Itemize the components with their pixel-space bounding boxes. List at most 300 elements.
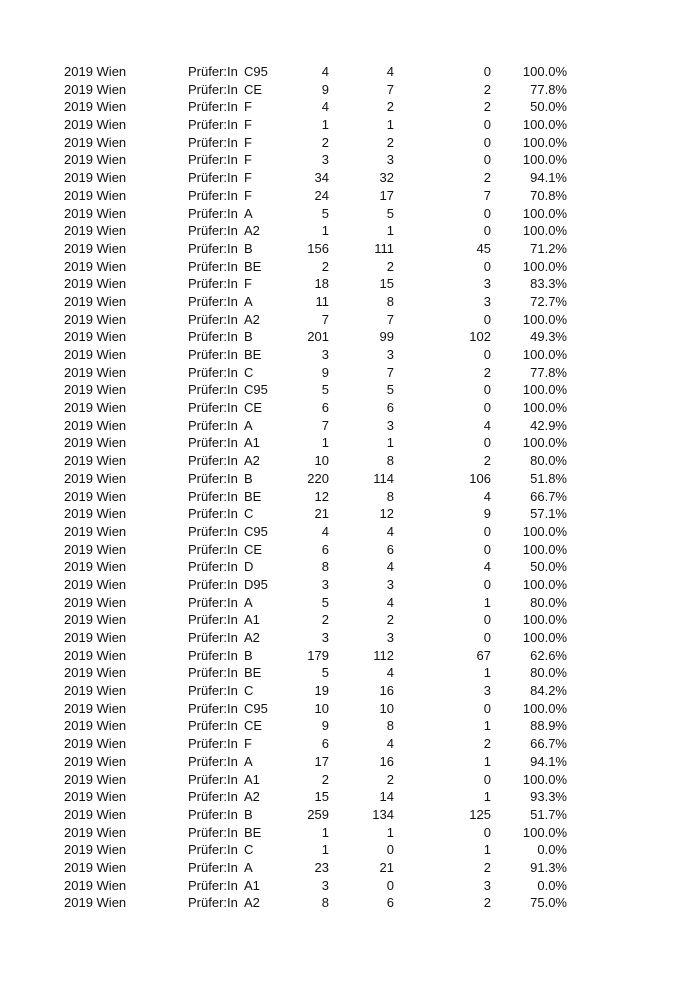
table-row xyxy=(0,151,700,169)
cell-failed: 0 xyxy=(483,117,491,133)
table-row xyxy=(0,134,700,152)
cell-license-class: B xyxy=(244,329,253,345)
cell-passed: 4 xyxy=(386,594,394,610)
cell-year-location: 2019 Wien xyxy=(64,382,127,398)
cell-license-class: A xyxy=(244,417,253,433)
cell-total: 6 xyxy=(321,541,329,557)
cell-failed: 102 xyxy=(469,329,491,345)
cell-passed: 0 xyxy=(386,877,394,893)
cell-year-location: 2019 Wien xyxy=(64,81,127,97)
cell-total: 4 xyxy=(321,523,329,539)
cell-year-location: 2019 Wien xyxy=(64,187,127,203)
table-row xyxy=(0,63,700,81)
table-row xyxy=(0,647,700,665)
table-row xyxy=(0,505,700,523)
cell-passed: 3 xyxy=(386,630,394,645)
table-row xyxy=(0,735,700,753)
cell-license-class: CE xyxy=(244,400,263,416)
cell-passed: 6 xyxy=(386,895,394,911)
table-row xyxy=(0,594,700,612)
cell-passed: 3 xyxy=(386,417,394,433)
cell-passed: 1 xyxy=(386,223,394,239)
cell-total: 9 xyxy=(321,81,329,97)
cell-passed: 1 xyxy=(386,824,394,840)
cell-license-class: B xyxy=(244,240,253,256)
cell-failed: 4 xyxy=(483,417,491,433)
cell-year-location: 2019 Wien xyxy=(64,453,127,469)
cell-failed: 4 xyxy=(483,559,491,575)
cell-year-location: 2019 Wien xyxy=(64,824,127,840)
cell-license-class: BE xyxy=(244,347,262,362)
cell-total: 8 xyxy=(321,895,329,911)
cell-failed: 0 xyxy=(483,152,491,168)
cell-pass-rate: 75.0% xyxy=(530,895,567,911)
table-row xyxy=(0,311,700,329)
cell-license-class: F xyxy=(244,736,252,752)
cell-license-class: D95 xyxy=(244,576,268,592)
cell-role: Prüfer:In xyxy=(188,789,238,805)
cell-role: Prüfer:In xyxy=(188,81,238,97)
table-row xyxy=(0,629,700,647)
cell-passed: 99 xyxy=(379,329,394,345)
cell-passed: 12 xyxy=(379,506,394,522)
cell-role: Prüfer:In xyxy=(188,559,238,575)
cell-year-location: 2019 Wien xyxy=(64,205,127,221)
table-row xyxy=(0,240,700,258)
cell-pass-rate: 80.0% xyxy=(530,453,567,469)
cell-pass-rate: 0.0% xyxy=(537,877,567,893)
cell-passed: 10 xyxy=(379,700,394,716)
cell-year-location: 2019 Wien xyxy=(64,683,127,699)
cell-year-location: 2019 Wien xyxy=(64,630,127,645)
table-row xyxy=(0,399,700,417)
cell-license-class: C xyxy=(244,683,254,699)
cell-failed: 0 xyxy=(483,258,491,274)
cell-role: Prüfer:In xyxy=(188,488,238,504)
table-row xyxy=(0,328,700,346)
cell-passed: 6 xyxy=(386,400,394,416)
cell-total: 19 xyxy=(314,683,329,699)
cell-role: Prüfer:In xyxy=(188,470,238,486)
cell-license-class: BE xyxy=(244,258,262,274)
cell-pass-rate: 50.0% xyxy=(530,559,567,575)
cell-passed: 1 xyxy=(386,435,394,451)
cell-failed: 67 xyxy=(476,647,491,663)
cell-year-location: 2019 Wien xyxy=(64,117,127,133)
table-row xyxy=(0,558,700,576)
cell-year-location: 2019 Wien xyxy=(64,541,127,557)
cell-passed: 5 xyxy=(386,205,394,221)
cell-total: 6 xyxy=(321,400,329,416)
cell-pass-rate: 70.8% xyxy=(530,187,567,203)
cell-failed: 2 xyxy=(483,364,491,380)
cell-role: Prüfer:In xyxy=(188,152,238,168)
cell-pass-rate: 66.7% xyxy=(530,488,567,504)
cell-failed: 0 xyxy=(483,311,491,327)
cell-total: 15 xyxy=(314,789,329,805)
cell-year-location: 2019 Wien xyxy=(64,771,127,787)
table-row xyxy=(0,293,700,311)
table-row xyxy=(0,434,700,452)
cell-pass-rate: 50.0% xyxy=(530,99,567,115)
cell-passed: 0 xyxy=(386,842,394,858)
cell-pass-rate: 100.0% xyxy=(522,134,567,150)
table-row xyxy=(0,258,700,276)
table-row xyxy=(0,381,700,399)
cell-passed: 8 xyxy=(386,453,394,469)
cell-role: Prüfer:In xyxy=(188,630,238,645)
cell-failed: 3 xyxy=(483,293,491,309)
cell-failed: 0 xyxy=(483,64,491,79)
cell-pass-rate: 100.0% xyxy=(522,523,567,539)
table-row xyxy=(0,98,700,116)
cell-license-class: F xyxy=(244,152,252,168)
cell-pass-rate: 100.0% xyxy=(522,630,567,645)
cell-year-location: 2019 Wien xyxy=(64,134,127,150)
cell-total: 10 xyxy=(314,700,329,716)
cell-pass-rate: 100.0% xyxy=(522,152,567,168)
cell-total: 12 xyxy=(314,488,329,504)
table-row xyxy=(0,717,700,735)
cell-failed: 1 xyxy=(483,665,491,681)
cell-passed: 4 xyxy=(386,64,394,79)
cell-passed: 6 xyxy=(386,541,394,557)
cell-total: 7 xyxy=(321,417,329,433)
cell-license-class: B xyxy=(244,647,253,663)
cell-failed: 0 xyxy=(483,382,491,398)
cell-license-class: F xyxy=(244,99,252,115)
cell-passed: 2 xyxy=(386,258,394,274)
cell-passed: 7 xyxy=(386,311,394,327)
cell-total: 1 xyxy=(321,435,329,451)
cell-passed: 7 xyxy=(386,364,394,380)
cell-pass-rate: 72.7% xyxy=(530,293,567,309)
cell-total: 34 xyxy=(314,170,329,186)
cell-passed: 21 xyxy=(379,859,394,875)
cell-passed: 114 xyxy=(373,470,394,486)
cell-pass-rate: 66.7% xyxy=(530,736,567,752)
cell-passed: 8 xyxy=(386,488,394,504)
cell-role: Prüfer:In xyxy=(188,417,238,433)
cell-pass-rate: 51.8% xyxy=(530,470,567,486)
table-row xyxy=(0,346,700,364)
cell-year-location: 2019 Wien xyxy=(64,859,127,875)
cell-role: Prüfer:In xyxy=(188,223,238,239)
cell-role: Prüfer:In xyxy=(188,647,238,663)
cell-license-class: CE xyxy=(244,81,263,97)
cell-pass-rate: 100.0% xyxy=(522,223,567,239)
cell-pass-rate: 94.1% xyxy=(530,753,567,769)
cell-pass-rate: 88.9% xyxy=(530,718,567,734)
cell-role: Prüfer:In xyxy=(188,99,238,115)
cell-year-location: 2019 Wien xyxy=(64,364,127,380)
cell-total: 24 xyxy=(314,187,329,203)
cell-license-class: A xyxy=(244,205,253,221)
cell-failed: 1 xyxy=(483,594,491,610)
cell-pass-rate: 0.0% xyxy=(537,842,567,858)
cell-year-location: 2019 Wien xyxy=(64,594,127,610)
cell-passed: 4 xyxy=(386,665,394,681)
cell-role: Prüfer:In xyxy=(188,612,238,628)
cell-pass-rate: 100.0% xyxy=(522,382,567,398)
cell-pass-rate: 91.3% xyxy=(530,859,567,875)
cell-passed: 2 xyxy=(386,771,394,787)
cell-failed: 0 xyxy=(483,612,491,628)
cell-total: 23 xyxy=(314,859,329,875)
cell-pass-rate: 100.0% xyxy=(522,347,567,362)
cell-passed: 112 xyxy=(373,647,394,663)
cell-license-class: A2 xyxy=(244,453,260,469)
cell-total: 17 xyxy=(314,753,329,769)
cell-failed: 0 xyxy=(483,576,491,592)
cell-total: 2 xyxy=(321,771,329,787)
table-row xyxy=(0,824,700,842)
table-row xyxy=(0,364,700,382)
cell-license-class: D xyxy=(244,559,254,575)
cell-role: Prüfer:In xyxy=(188,382,238,398)
table-row xyxy=(0,541,700,559)
cell-license-class: A2 xyxy=(244,895,260,911)
cell-pass-rate: 51.7% xyxy=(530,806,567,822)
cell-failed: 2 xyxy=(483,99,491,115)
cell-year-location: 2019 Wien xyxy=(64,523,127,539)
cell-passed: 2 xyxy=(386,134,394,150)
cell-role: Prüfer:In xyxy=(188,753,238,769)
cell-passed: 2 xyxy=(386,99,394,115)
cell-total: 3 xyxy=(321,347,329,362)
cell-role: Prüfer:In xyxy=(188,506,238,522)
table-row xyxy=(0,894,700,912)
cell-year-location: 2019 Wien xyxy=(64,665,127,681)
cell-failed: 2 xyxy=(483,859,491,875)
cell-role: Prüfer:In xyxy=(188,718,238,734)
cell-role: Prüfer:In xyxy=(188,276,238,292)
cell-pass-rate: 100.0% xyxy=(522,612,567,628)
cell-failed: 125 xyxy=(469,806,491,822)
cell-role: Prüfer:In xyxy=(188,576,238,592)
cell-pass-rate: 71.2% xyxy=(530,240,567,256)
cell-year-location: 2019 Wien xyxy=(64,64,127,79)
cell-total: 259 xyxy=(307,806,329,822)
cell-failed: 0 xyxy=(483,771,491,787)
cell-role: Prüfer:In xyxy=(188,683,238,699)
table-row xyxy=(0,417,700,435)
cell-total: 220 xyxy=(307,470,329,486)
cell-year-location: 2019 Wien xyxy=(64,470,127,486)
cell-passed: 4 xyxy=(386,523,394,539)
cell-year-location: 2019 Wien xyxy=(64,99,127,115)
cell-pass-rate: 49.3% xyxy=(530,329,567,345)
cell-license-class: BE xyxy=(244,665,262,681)
cell-license-class: C xyxy=(244,506,254,522)
cell-total: 5 xyxy=(321,382,329,398)
cell-year-location: 2019 Wien xyxy=(64,223,127,239)
cell-passed: 134 xyxy=(372,806,394,822)
cell-license-class: BE xyxy=(244,824,262,840)
cell-year-location: 2019 Wien xyxy=(64,417,127,433)
cell-failed: 0 xyxy=(483,134,491,150)
table-row xyxy=(0,576,700,594)
cell-failed: 106 xyxy=(469,470,491,486)
cell-pass-rate: 93.3% xyxy=(530,789,567,805)
table-row xyxy=(0,682,700,700)
cell-role: Prüfer:In xyxy=(188,806,238,822)
cell-year-location: 2019 Wien xyxy=(64,152,127,168)
cell-total: 5 xyxy=(321,205,329,221)
table-row xyxy=(0,116,700,134)
cell-total: 3 xyxy=(321,877,329,893)
cell-total: 3 xyxy=(321,152,329,168)
cell-license-class: A2 xyxy=(244,630,260,645)
cell-pass-rate: 57.1% xyxy=(530,506,567,522)
cell-role: Prüfer:In xyxy=(188,400,238,416)
cell-failed: 1 xyxy=(483,753,491,769)
cell-failed: 0 xyxy=(483,223,491,239)
cell-pass-rate: 94.1% xyxy=(530,170,567,186)
cell-year-location: 2019 Wien xyxy=(64,506,127,522)
cell-failed: 7 xyxy=(483,187,491,203)
cell-passed: 16 xyxy=(379,683,394,699)
cell-year-location: 2019 Wien xyxy=(64,789,127,805)
cell-total: 201 xyxy=(307,329,329,345)
cell-failed: 0 xyxy=(483,700,491,716)
cell-year-location: 2019 Wien xyxy=(64,240,127,256)
cell-failed: 0 xyxy=(483,630,491,645)
cell-year-location: 2019 Wien xyxy=(64,877,127,893)
cell-role: Prüfer:In xyxy=(188,170,238,186)
cell-total: 6 xyxy=(321,736,329,752)
cell-role: Prüfer:In xyxy=(188,453,238,469)
cell-role: Prüfer:In xyxy=(188,364,238,380)
cell-passed: 7 xyxy=(386,81,394,97)
cell-failed: 2 xyxy=(483,170,491,186)
cell-year-location: 2019 Wien xyxy=(64,612,127,628)
table-row xyxy=(0,488,700,506)
cell-pass-rate: 83.3% xyxy=(530,276,567,292)
cell-license-class: F xyxy=(244,170,252,186)
cell-total: 4 xyxy=(321,99,329,115)
cell-total: 8 xyxy=(321,559,329,575)
cell-license-class: C95 xyxy=(244,64,268,79)
cell-license-class: A xyxy=(244,293,253,309)
cell-total: 5 xyxy=(321,665,329,681)
table-row xyxy=(0,788,700,806)
cell-year-location: 2019 Wien xyxy=(64,736,127,752)
cell-total: 156 xyxy=(307,240,329,256)
cell-failed: 0 xyxy=(483,205,491,221)
cell-license-class: CE xyxy=(244,718,263,734)
cell-role: Prüfer:In xyxy=(188,347,238,362)
cell-role: Prüfer:In xyxy=(188,293,238,309)
table-row xyxy=(0,222,700,240)
cell-year-location: 2019 Wien xyxy=(64,400,127,416)
cell-passed: 2 xyxy=(386,612,394,628)
cell-total: 1 xyxy=(321,223,329,239)
cell-passed: 4 xyxy=(386,559,394,575)
cell-license-class: A1 xyxy=(244,435,260,451)
cell-role: Prüfer:In xyxy=(188,842,238,858)
cell-passed: 8 xyxy=(386,293,394,309)
data-sheet xyxy=(0,63,700,912)
cell-license-class: A2 xyxy=(244,223,260,239)
cell-license-class: A1 xyxy=(244,771,260,787)
cell-passed: 3 xyxy=(386,152,394,168)
cell-total: 21 xyxy=(314,506,329,522)
cell-year-location: 2019 Wien xyxy=(64,718,127,734)
cell-failed: 0 xyxy=(483,824,491,840)
cell-license-class: C95 xyxy=(244,523,268,539)
cell-failed: 0 xyxy=(483,347,491,362)
cell-role: Prüfer:In xyxy=(188,205,238,221)
cell-passed: 32 xyxy=(379,170,394,186)
cell-failed: 0 xyxy=(483,435,491,451)
table-row xyxy=(0,205,700,223)
cell-failed: 0 xyxy=(483,541,491,557)
cell-pass-rate: 42.9% xyxy=(530,417,567,433)
cell-year-location: 2019 Wien xyxy=(64,842,127,858)
table-row xyxy=(0,523,700,541)
table-row xyxy=(0,664,700,682)
cell-year-location: 2019 Wien xyxy=(64,647,127,663)
cell-total: 2 xyxy=(321,134,329,150)
cell-license-class: B xyxy=(244,806,253,822)
cell-license-class: B xyxy=(244,470,253,486)
cell-license-class: A1 xyxy=(244,877,260,893)
cell-total: 11 xyxy=(315,293,329,309)
cell-license-class: C xyxy=(244,364,254,380)
cell-year-location: 2019 Wien xyxy=(64,576,127,592)
cell-passed: 111 xyxy=(374,240,394,256)
cell-total: 7 xyxy=(321,311,329,327)
cell-pass-rate: 100.0% xyxy=(522,117,567,133)
cell-total: 4 xyxy=(321,64,329,79)
cell-license-class: BE xyxy=(244,488,262,504)
cell-license-class: F xyxy=(244,276,252,292)
table-row xyxy=(0,470,700,488)
cell-role: Prüfer:In xyxy=(188,541,238,557)
cell-year-location: 2019 Wien xyxy=(64,170,127,186)
cell-license-class: C95 xyxy=(244,382,268,398)
cell-role: Prüfer:In xyxy=(188,700,238,716)
cell-total: 2 xyxy=(321,612,329,628)
cell-total: 1 xyxy=(321,842,329,858)
cell-passed: 4 xyxy=(386,736,394,752)
cell-total: 2 xyxy=(321,258,329,274)
cell-failed: 1 xyxy=(483,789,491,805)
table-row xyxy=(0,841,700,859)
cell-total: 10 xyxy=(314,453,329,469)
cell-passed: 5 xyxy=(386,382,394,398)
cell-passed: 16 xyxy=(379,753,394,769)
cell-year-location: 2019 Wien xyxy=(64,488,127,504)
cell-role: Prüfer:In xyxy=(188,771,238,787)
cell-role: Prüfer:In xyxy=(188,665,238,681)
cell-role: Prüfer:In xyxy=(188,594,238,610)
cell-year-location: 2019 Wien xyxy=(64,258,127,274)
cell-passed: 3 xyxy=(386,576,394,592)
cell-total: 18 xyxy=(314,276,329,292)
cell-passed: 17 xyxy=(379,187,394,203)
cell-license-class: A xyxy=(244,859,253,875)
cell-year-location: 2019 Wien xyxy=(64,329,127,345)
cell-pass-rate: 77.8% xyxy=(530,81,567,97)
cell-total: 3 xyxy=(321,630,329,645)
cell-failed: 4 xyxy=(483,488,491,504)
cell-pass-rate: 84.2% xyxy=(530,683,567,699)
cell-passed: 1 xyxy=(386,117,394,133)
cell-role: Prüfer:In xyxy=(188,311,238,327)
cell-pass-rate: 77.8% xyxy=(530,364,567,380)
